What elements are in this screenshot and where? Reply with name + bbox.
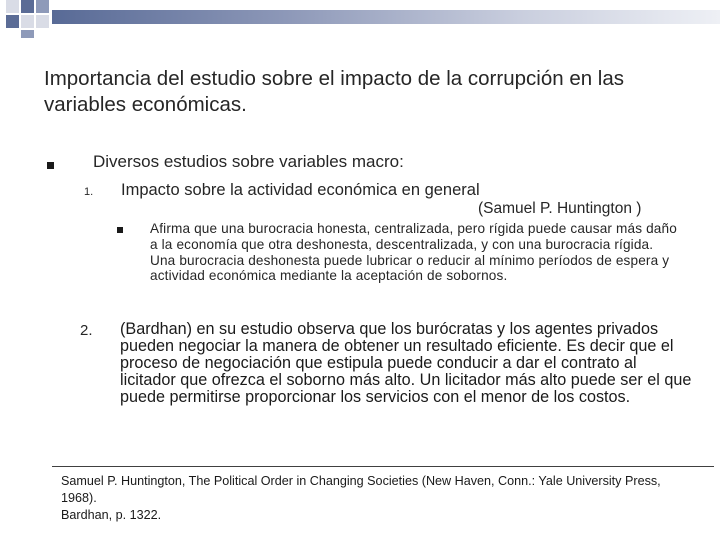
decor-square: [6, 0, 19, 13]
footnote-divider: [52, 466, 714, 467]
level1-text: Diversos estudios sobre variables macro:: [93, 152, 404, 171]
header-decoration: [0, 0, 720, 38]
square-bullet-icon: [117, 227, 123, 233]
footnotes: [61, 473, 661, 524]
item1-subpoint: Afirma que una burocracia honesta, centralizada, pero rígida puede causar más daño a la economía que otra deshonesta, descentralizada, y con una burocracia rígida. Una burocracia deshonesta puede lubricar o reducir al mínimo períodos de espera y actividad económica mediante la aceptación de sobornos.: [150, 221, 677, 284]
header-gradient-bar: [52, 10, 720, 24]
square-bullet-icon: [47, 162, 54, 169]
decor-square: [21, 30, 34, 38]
decor-square: [21, 15, 34, 28]
decor-square: [6, 15, 19, 28]
slide-title: Importancia del estudio sobre el impacto de la corrupción en las variables económicas.: [44, 67, 625, 116]
item1-text: Impacto sobre la actividad económica en general: [121, 181, 480, 199]
item1-source: (Samuel P. Huntington ): [478, 200, 642, 217]
footnote: Samuel P. Huntington, The Political Order in Changing Societies (New Haven, Conn.: Yale University Press, 1968).: [61, 474, 661, 505]
item1-number: 1.: [84, 186, 94, 198]
decor-square: [36, 0, 49, 13]
item2-number: 2.: [80, 322, 93, 339]
item2-text: (Bardhan) en su estudio observa que los burócratas y los agentes privados pueden negociar la manera de obtener un resultado eficiente. Es decir que el proceso de negociación que estipula puede conducir a dar el contrato al licitador que ofrezca el soborno más alto. Un licitador más alto puede ser el que puede permitirse proporcionar los servicios con el menor de los costos.: [120, 320, 692, 406]
decor-square: [36, 15, 49, 28]
footnote: Bardhan, p. 1322.: [61, 508, 162, 522]
decor-square: [21, 0, 34, 13]
